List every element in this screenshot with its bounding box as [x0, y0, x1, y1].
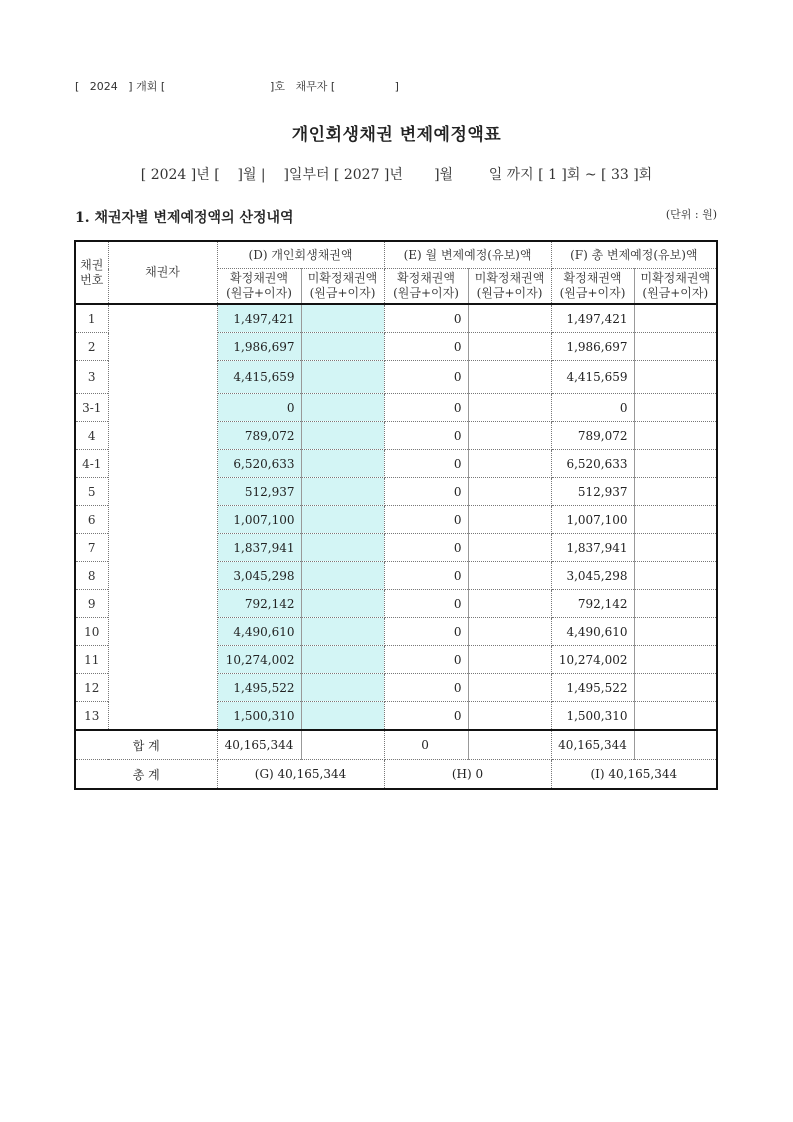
header-f-confirmed-line1: 확정채권액	[563, 271, 622, 285]
header-f-confirmed-line2: (원금+이자)	[559, 286, 626, 300]
cell-d-unconfirmed	[301, 534, 384, 562]
cell-creditor	[108, 304, 217, 730]
cell-e-unconfirmed	[468, 333, 551, 361]
section-title: 1. 채권자별 변제예정액의 산정내역	[75, 210, 294, 226]
header-e-unconfirmed-line2: (원금+이자)	[476, 286, 543, 300]
cell-d-unconfirmed	[301, 422, 384, 450]
bracket-open: [	[75, 80, 80, 93]
cell-e-unconfirmed	[468, 674, 551, 702]
cell-f-confirmed: 4,415,659	[551, 361, 634, 394]
cell-e-unconfirmed	[468, 506, 551, 534]
case-gaehoe-label: ] 개회 [	[128, 80, 166, 93]
cell-creditor-no: 6	[75, 506, 108, 534]
subtotal-d-confirmed: 40,165,344	[217, 730, 301, 760]
cell-f-unconfirmed	[634, 422, 717, 450]
cell-f-confirmed: 3,045,298	[551, 562, 634, 590]
header-creditor: 채권자	[108, 241, 217, 304]
case-ho-label: ]호	[270, 80, 285, 93]
cell-f-confirmed: 512,937	[551, 478, 634, 506]
grand-total-label: 총 계	[75, 760, 217, 790]
cell-f-confirmed: 1,495,522	[551, 674, 634, 702]
header-d-confirmed-line2: (원금+이자)	[226, 286, 292, 300]
cell-f-unconfirmed	[634, 478, 717, 506]
cell-d-unconfirmed	[301, 590, 384, 618]
subtotal-label: 합 계	[75, 730, 217, 760]
cell-f-confirmed: 0	[551, 394, 634, 422]
cell-e-unconfirmed	[468, 450, 551, 478]
cell-creditor-no: 3	[75, 361, 108, 394]
period-end-month: ]월	[434, 167, 454, 183]
subtotal-e-unconfirmed	[468, 730, 551, 760]
cell-e-unconfirmed	[468, 646, 551, 674]
cell-f-unconfirmed	[634, 618, 717, 646]
cell-f-confirmed: 10,274,002	[551, 646, 634, 674]
header-f-confirmed	[551, 269, 634, 305]
cell-f-confirmed: 1,837,941	[551, 534, 634, 562]
cell-d-unconfirmed	[301, 478, 384, 506]
cell-d-confirmed: 4,415,659	[217, 361, 301, 394]
cell-d-unconfirmed	[301, 304, 384, 333]
document-title: 개인회생채권 변제예정액표	[291, 125, 502, 145]
header-d-unconfirmed	[301, 269, 384, 305]
header-e-unconfirmed	[468, 269, 551, 305]
cell-f-unconfirmed	[634, 674, 717, 702]
cell-creditor-no: 4	[75, 422, 108, 450]
cell-e-confirmed: 0	[384, 422, 468, 450]
cell-creditor-no: 11	[75, 646, 108, 674]
case-year: 2024	[89, 80, 118, 93]
cell-f-unconfirmed	[634, 646, 717, 674]
cell-creditor-no: 2	[75, 333, 108, 361]
cell-e-confirmed: 0	[384, 646, 468, 674]
cell-d-unconfirmed	[301, 562, 384, 590]
table-row	[75, 304, 717, 333]
cell-e-unconfirmed	[468, 361, 551, 394]
cell-e-unconfirmed	[468, 590, 551, 618]
cell-f-confirmed: 792,142	[551, 590, 634, 618]
cell-d-unconfirmed	[301, 333, 384, 361]
cell-f-unconfirmed	[634, 562, 717, 590]
cell-d-confirmed: 789,072	[217, 422, 301, 450]
grand-total-h: (H) 0	[384, 760, 551, 790]
cell-e-confirmed: 0	[384, 590, 468, 618]
cell-creditor-no: 1	[75, 304, 108, 333]
cell-d-unconfirmed	[301, 646, 384, 674]
cell-e-confirmed: 0	[384, 562, 468, 590]
cell-d-confirmed: 792,142	[217, 590, 301, 618]
cell-creditor-no: 8	[75, 562, 108, 590]
cell-f-confirmed: 789,072	[551, 422, 634, 450]
cell-creditor-no: 7	[75, 534, 108, 562]
cell-f-unconfirmed	[634, 333, 717, 361]
cell-f-confirmed: 6,520,633	[551, 450, 634, 478]
cell-f-unconfirmed	[634, 702, 717, 731]
unit-label: (단위 : 원)	[665, 208, 717, 221]
cell-e-confirmed: 0	[384, 702, 468, 731]
cell-f-unconfirmed	[634, 304, 717, 333]
cell-e-unconfirmed	[468, 534, 551, 562]
bracket-close: ]	[394, 80, 399, 93]
table-body	[75, 304, 717, 730]
cell-f-unconfirmed	[634, 590, 717, 618]
cell-e-confirmed: 0	[384, 506, 468, 534]
grand-total-i: (I) 40,165,344	[551, 760, 717, 790]
period-end-day: 일 까지 [ 1 ]회 ~ [ 33 ]회	[488, 167, 653, 183]
period-start-day: ]일부터 [ 2027 ]년	[283, 167, 403, 183]
header-e-confirmed-line1: 확정채권액	[397, 271, 455, 285]
subtotal-d-unconfirmed	[301, 730, 384, 760]
cell-creditor-no: 4-1	[75, 450, 108, 478]
cell-d-confirmed: 1,986,697	[217, 333, 301, 361]
cell-f-unconfirmed	[634, 361, 717, 394]
cell-e-confirmed: 0	[384, 534, 468, 562]
cell-f-unconfirmed	[634, 506, 717, 534]
grand-total-g: (G) 40,165,344	[217, 760, 384, 790]
cell-d-confirmed: 3,045,298	[217, 562, 301, 590]
cell-d-unconfirmed	[301, 618, 384, 646]
cell-e-unconfirmed	[468, 304, 551, 333]
cell-creditor-no: 5	[75, 478, 108, 506]
cell-d-unconfirmed	[301, 506, 384, 534]
subtotal-f-unconfirmed	[634, 730, 717, 760]
cell-d-confirmed: 10,274,002	[217, 646, 301, 674]
cell-creditor-no: 3-1	[75, 394, 108, 422]
cell-d-confirmed: 1,495,522	[217, 674, 301, 702]
period-start-year: [ 2024 ]년 [	[140, 167, 220, 183]
cell-d-unconfirmed	[301, 394, 384, 422]
cell-f-unconfirmed	[634, 450, 717, 478]
cell-f-confirmed: 1,986,697	[551, 333, 634, 361]
cell-f-confirmed: 1,500,310	[551, 702, 634, 731]
header-d-unconfirmed-line1: 미확정채권액	[307, 271, 378, 285]
case-info-line	[75, 78, 399, 94]
cell-e-unconfirmed	[468, 618, 551, 646]
header-f-unconfirmed-line2: (원금+이자)	[642, 286, 709, 300]
cell-e-confirmed: 0	[384, 304, 468, 333]
cell-creditor-no: 12	[75, 674, 108, 702]
header-group-d: (D) 개인회생채권액	[217, 241, 384, 269]
header-d-unconfirmed-line2: (원금+이자)	[309, 286, 376, 300]
cell-f-unconfirmed	[634, 394, 717, 422]
cell-f-confirmed: 4,490,610	[551, 618, 634, 646]
cell-creditor-no: 9	[75, 590, 108, 618]
grand-total-row	[75, 760, 717, 790]
cell-d-unconfirmed	[301, 450, 384, 478]
cell-creditor-no: 13	[75, 702, 108, 731]
cell-e-confirmed: 0	[384, 333, 468, 361]
cell-d-confirmed: 6,520,633	[217, 450, 301, 478]
cell-d-confirmed: 1,837,941	[217, 534, 301, 562]
repayment-period	[0, 164, 793, 184]
header-group-f: (F) 총 변제예정(유보)액	[551, 241, 717, 269]
cell-e-confirmed: 0	[384, 618, 468, 646]
cell-d-confirmed: 1,007,100	[217, 506, 301, 534]
header-f-unconfirmed	[634, 269, 717, 305]
cell-f-confirmed: 1,497,421	[551, 304, 634, 333]
cell-e-confirmed: 0	[384, 361, 468, 394]
cell-e-confirmed: 0	[384, 674, 468, 702]
period-start-month: ]월 |	[237, 167, 266, 183]
subtotal-row	[75, 730, 717, 760]
cell-e-unconfirmed	[468, 394, 551, 422]
cell-f-unconfirmed	[634, 534, 717, 562]
cell-d-confirmed: 512,937	[217, 478, 301, 506]
cell-e-unconfirmed	[468, 702, 551, 731]
header-creditor-no	[75, 241, 108, 304]
cell-e-unconfirmed	[468, 422, 551, 450]
cell-creditor-no: 10	[75, 618, 108, 646]
header-d-confirmed-line1: 확정채권액	[230, 271, 288, 285]
header-creditor-no-line2: 번호	[80, 272, 104, 287]
header-e-confirmed	[384, 269, 468, 305]
cell-f-confirmed: 1,007,100	[551, 506, 634, 534]
cell-e-confirmed: 0	[384, 450, 468, 478]
cell-d-unconfirmed	[301, 702, 384, 731]
repayment-table	[74, 240, 718, 790]
cell-d-confirmed: 0	[217, 394, 301, 422]
cell-d-confirmed: 4,490,610	[217, 618, 301, 646]
subtotal-f-confirmed: 40,165,344	[551, 730, 634, 760]
debtor-label: 채무자 [	[295, 80, 336, 93]
cell-e-unconfirmed	[468, 562, 551, 590]
cell-d-unconfirmed	[301, 674, 384, 702]
header-d-confirmed	[217, 269, 301, 305]
subtotal-e-confirmed: 0	[384, 730, 468, 760]
cell-e-confirmed: 0	[384, 394, 468, 422]
cell-d-confirmed: 1,500,310	[217, 702, 301, 731]
cell-e-confirmed: 0	[384, 478, 468, 506]
cell-d-unconfirmed	[301, 361, 384, 394]
header-e-confirmed-line2: (원금+이자)	[393, 286, 459, 300]
header-group-e: (E) 월 변제예정(유보)액	[384, 241, 551, 269]
header-creditor-no-line1: 채권	[80, 257, 104, 272]
cell-d-confirmed: 1,497,421	[217, 304, 301, 333]
header-f-unconfirmed-line1: 미확정채권액	[640, 271, 711, 285]
header-e-unconfirmed-line1: 미확정채권액	[474, 271, 545, 285]
cell-e-unconfirmed	[468, 478, 551, 506]
